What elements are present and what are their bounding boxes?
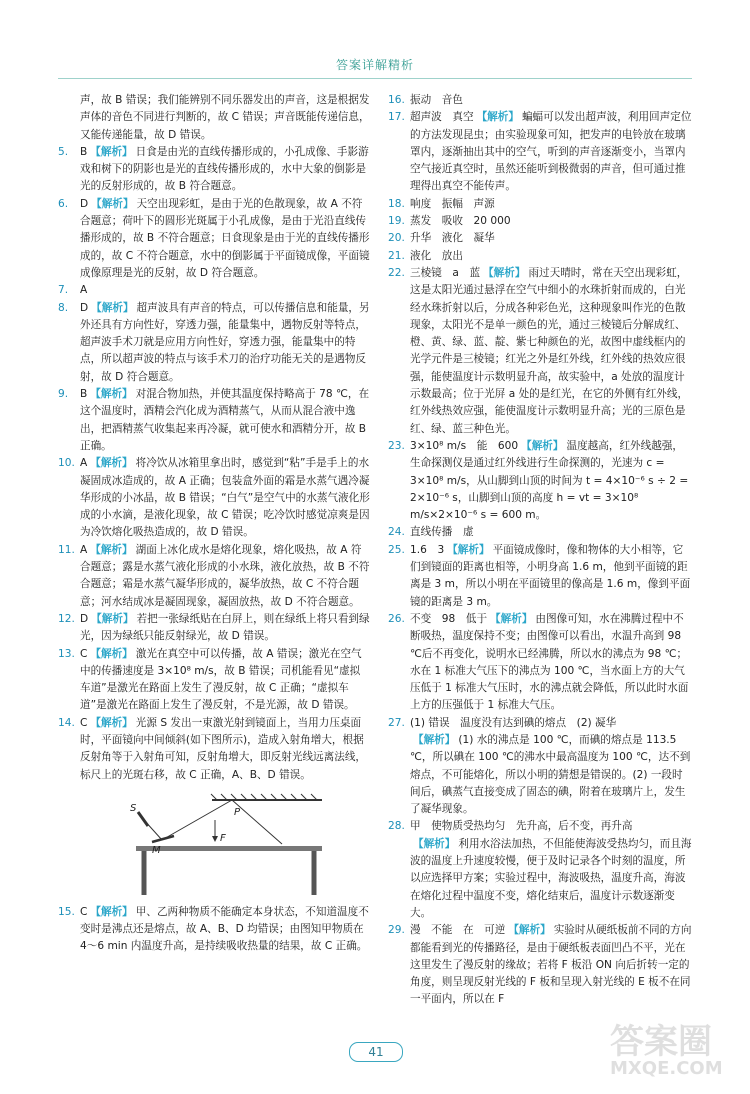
answer-body xyxy=(410,524,474,541)
answer-value: 甲 使物质受热均匀 先升高，后不变，再升高 xyxy=(410,820,633,833)
analysis-text: 利用水浴法加热，不但能使海波受热均匀，而且海波的温度上升速度较慢，便于及时记录各个时刻的温度，所以应选择甲方案；实验过程中，海波吸热，温度升高，海波在熔化过程中温度不变，熔化结束后，温度计示数逐渐变大。 xyxy=(410,837,692,919)
answer-body xyxy=(410,732,692,818)
question-number: 14. xyxy=(58,716,75,729)
answer-item xyxy=(58,646,370,715)
answer-value: 超声波 真空 xyxy=(410,111,474,124)
question-number: 8. xyxy=(58,301,69,314)
answer-value: 响度 振幅 声源 xyxy=(410,197,495,210)
answer-body xyxy=(80,715,370,784)
question-number: 26. xyxy=(388,612,405,625)
question-number: 15. xyxy=(58,905,75,918)
answer-item xyxy=(388,196,692,213)
analysis-text: 蝙蝠可以发出超声波，利用回声定位的方法发现昆虫；由实验现象可知，把发声的电铃放在玻璃罩内，逐渐抽出其中的空气，听到的声音逐渐变小，当罩内空气接近真空时，虽然还能听到极微弱的声音，但可通过推理得出真空不能传声。 xyxy=(410,111,692,193)
answer-value: A xyxy=(80,284,88,297)
answer-body xyxy=(80,646,370,715)
analysis-tag: 【解析】 xyxy=(90,145,133,158)
answer-item xyxy=(388,818,692,835)
analysis-tag: 【解析】 xyxy=(490,612,533,625)
analysis-text: 雨过天晴时，常在天空出现彩虹，这是太阳光通过悬浮在空气中细小的水珠折射而成的，白光经水珠折射以后，分成各种彩色光，这种现象叫作光的色散现象，太阳光不是单一颜色的光，通过三棱镜后分解成红、橙、黄、绿、蓝、靛、紫七种颜色的光，故图中虚线框内的光学元件是三棱镜；红光之外是红外线，红外线的热效应很强，能使温度计示数明显升高，故实验中，a 处放的温度计示数最高；位于光屏 a 处的是红光，在它的外侧有红外线，红外线热效应强，能使温度计示数明显升高；光的三原色是红、绿、蓝三种色光。 xyxy=(410,266,689,435)
label-f: F xyxy=(220,832,226,844)
answer-body xyxy=(80,904,370,956)
question-number: 22. xyxy=(388,266,405,279)
analysis-tag: 【解析】 xyxy=(447,543,490,556)
label-p: P xyxy=(234,806,241,818)
question-number: 16. xyxy=(388,94,405,106)
answer-item xyxy=(58,455,370,541)
answer-value: (1) 错误 温度没有达到碘的熔点 (2) 凝华 xyxy=(410,716,617,729)
answer-body xyxy=(410,542,692,611)
analysis-tag: 【解析】 xyxy=(90,716,133,729)
answer-value: 漫 不能 在 可逆 xyxy=(410,924,506,937)
watermark-logo xyxy=(610,1022,740,1086)
question-number: 6. xyxy=(58,197,69,210)
answer-value: 蒸发 吸收 20 000 xyxy=(410,215,511,228)
analysis-text: 对混合物加热，并使其温度保持略高于 78 ℃，在这个温度时，酒精会汽化成为酒精蒸气，从而从混合液中逸出，把酒精蒸气收集起来再冷凝，就可使水和酒精分开，故 B 正确。 xyxy=(80,388,370,452)
question-number: 12. xyxy=(58,612,75,625)
right-answer-column xyxy=(388,92,692,1009)
analysis-tag: 【解析】 xyxy=(413,733,456,746)
answer-value: C xyxy=(80,716,88,729)
answer-item xyxy=(58,92,370,144)
answer-item xyxy=(388,438,692,524)
answer-item xyxy=(388,248,692,265)
analysis-text: 若把一张绿纸贴在白屏上，则在绿纸上将只看到绿光，因为绿纸只能反射绿光，故 D 错误。 xyxy=(80,612,370,643)
answer-value: B xyxy=(80,388,88,401)
answer-value: 3×10⁸ m/s 能 600 xyxy=(410,439,519,452)
answer-body xyxy=(80,92,370,144)
question-number: 13. xyxy=(58,647,75,660)
analysis-tag: 【解析】 xyxy=(521,439,564,452)
answer-body xyxy=(80,542,370,611)
analysis-text: 平面镜成像时，像和物体的大小相等，它们到镜面的距离也相等，小明身高 1.6 m，他到平面镜的距离是 3 m，所以小明在平面镜里的像高是 1.6 m，像到平面镜的距离是 3 m。 xyxy=(410,543,691,608)
question-number: 17. xyxy=(388,111,405,124)
answer-value: D xyxy=(80,301,89,314)
analysis-tag: 【解析】 xyxy=(91,612,134,625)
label-s: S xyxy=(130,802,137,814)
analysis-text: (1) 水的沸点是 100 ℃，而碘的熔点是 113.5 ℃，所以碘在 100 ℃的沸水中最高温度为 100 ℃，达不到熔点，不可能熔化，所以小明的猜想是错误的。(2) 一段时间后，碘蒸气直接变成了固态的碘，附着在玻璃片上，发生了凝华现象。 xyxy=(410,733,691,816)
question-number: 28. xyxy=(388,820,405,833)
answer-item xyxy=(58,542,370,611)
answer-body xyxy=(410,109,692,195)
question-number: 21. xyxy=(388,249,405,262)
answer-item xyxy=(58,144,370,196)
analysis-text: 超声波具有声音的特点，可以传播信息和能量，另外还具有方向性好，穿透力强，能量集中，遇物反射等特点，超声波手术刀就是应用方向性好，穿透力强，能量集中的特点，所以超声波的特点与该手术刀的治疗功能无关的是遇物反射，故 D 符合题意。 xyxy=(80,301,370,383)
question-number: 9. xyxy=(58,388,69,401)
answer-value: C xyxy=(80,647,88,660)
answer-body xyxy=(410,611,692,715)
answer-item xyxy=(58,904,370,956)
header-divider xyxy=(58,78,692,79)
answer-value: A xyxy=(80,543,88,556)
analysis-text: 光源 S 发出一束激光射到镜面上，当用力压桌面时，平面镜向中间倾斜(如下图所示)，造成入射角增大，根据反射角等于入射角可知，反射角增大，即反射光线远离法线，标尺上的光斑右移，故 C 正确，A、B、D 错误。 xyxy=(80,716,367,781)
answer-value: C xyxy=(80,905,88,918)
analysis-text: 由图像可知，水在沸腾过程中不断吸热，温度保持不变；由图像可以看出，水温升高到 98 ℃后不再变化，说明水已经沸腾，所以水的沸点为 98 ℃；水在 1 标准大气压下的沸点为 100 ℃，当水面上方的大气压低于 1 标准大气压时，水的沸点就会降低，所以此时水面上方的压强低于 1 标准大气压。 xyxy=(410,612,689,712)
analysis-tag: 【解析】 xyxy=(90,647,133,660)
answer-value: D xyxy=(80,612,89,625)
answer-body xyxy=(80,386,370,455)
answer-body xyxy=(410,230,495,247)
answer-value: 液化 放出 xyxy=(410,249,463,262)
analysis-tag: 【解析】 xyxy=(91,301,134,314)
analysis-tag: 【解析】 xyxy=(90,388,133,401)
answer-item xyxy=(388,611,692,715)
answer-body xyxy=(410,213,511,230)
answer-value: 升华 液化 凝华 xyxy=(410,232,495,245)
answer-item xyxy=(388,265,692,438)
question-number: 7. xyxy=(58,284,69,297)
question-number: 5. xyxy=(58,145,69,158)
answer-item xyxy=(58,282,370,299)
question-number: 25. xyxy=(388,543,405,556)
answer-item xyxy=(388,109,692,195)
answer-item xyxy=(388,230,692,247)
question-number: 23. xyxy=(388,439,405,452)
answer-body xyxy=(410,438,692,524)
answer-body xyxy=(410,196,495,213)
answer-item xyxy=(388,715,692,732)
question-number: 20. xyxy=(388,232,405,245)
answer-item xyxy=(58,386,370,455)
answer-item xyxy=(58,611,370,646)
analysis-tag: 【解析】 xyxy=(91,197,134,210)
answer-item xyxy=(388,836,692,922)
question-number: 10. xyxy=(58,457,75,470)
analysis-tag: 【解析】 xyxy=(483,266,526,279)
answer-body xyxy=(410,265,692,438)
answer-item xyxy=(58,715,370,784)
analysis-text: 湖面上冰化成水是熔化现象，熔化吸热，故 A 符合题意；露是水蒸气液化形成的小水珠，液化放热，故 B 不符合题意；霜是水蒸气凝华形成的，凝华放热，故 C 不符合题意；河水结成冰是凝固现象，凝固放热，故 D 不符合题意。 xyxy=(80,543,370,608)
header-title: 答案详解精析 xyxy=(335,58,414,72)
watermark-url: MXQE.COM xyxy=(610,1058,723,1079)
answer-body xyxy=(80,282,87,299)
answer-body xyxy=(80,144,370,196)
question-number: 18. xyxy=(388,197,405,210)
analysis-tag: 【解析】 xyxy=(90,905,133,918)
question-number: 24. xyxy=(388,526,405,539)
answer-value: A xyxy=(80,457,88,470)
analysis-text: 激光在真空中可以传播，故 A 错误；激光在空气中的传播速度是 3×10⁸ m/s，故 B 错误；司机能看见“虚拟车道”是激光在路面上发生了漫反射，故 C 正确；“虚拟车道”是激光在路面上发生了漫反射，不是光源，故 D 错误。 xyxy=(80,647,362,712)
answer-item xyxy=(388,922,692,1008)
analysis-text: 日食是由光的直线传播形成的，小孔成像、手影游戏和树下的阴影也是光的直线传播形成的，水中大象的倒影是光的反射形成的，故 B 符合题意。 xyxy=(80,145,369,193)
question-number xyxy=(388,836,410,922)
analysis-text: 将冷饮从冰箱里拿出时，感觉到“粘”手是手上的水凝固成冰造成的，故 A 正确；包装盒外面的霜是水蒸气遇冷凝华形成的小冰晶，故 B 错误；“白气”是空气中的水蒸气液化形成的小水滴，是液化现象，故 C 错误；吃冷饮时感觉凉爽是因为冷饮熔化吸热造成的，故 D 错误。 xyxy=(80,457,370,539)
answer-body xyxy=(80,455,370,541)
question-number xyxy=(58,92,80,144)
answer-body xyxy=(410,92,463,109)
answer-item xyxy=(388,524,692,541)
analysis-tag: 【解析】 xyxy=(476,111,519,124)
analysis-text: 天空出现彩虹，是由于光的色散现象，故 A 不符合题意；荷叶下的圆形光斑属于小孔成像，是由于光沿直线传播形成的，故 B 不符合题意；日食现象是由于光的直线传播形成的，故 C 不符合题意，水中的倒影属于平面镜成像，平面镜成像原理是光的反射，故 D 符合题意。 xyxy=(80,197,370,279)
answer-item xyxy=(58,300,370,386)
answer-body xyxy=(80,196,370,282)
answer-item xyxy=(388,213,692,230)
question-number: 29. xyxy=(388,924,405,937)
answer-value: 1.6 3 xyxy=(410,543,445,556)
question-number: 27. xyxy=(388,716,405,729)
page-header xyxy=(0,56,750,73)
answer-value: 直线传播 虚 xyxy=(410,526,474,539)
question-number: 11. xyxy=(58,543,75,556)
answer-item xyxy=(388,92,692,109)
page-number: 41 xyxy=(349,1042,403,1062)
answer-body xyxy=(80,611,370,646)
answer-value: 振动 音色 xyxy=(410,94,463,106)
answer-item xyxy=(58,196,370,282)
answer-body xyxy=(410,836,692,922)
answer-value: D xyxy=(80,197,89,210)
watermark-text: 答案圈 xyxy=(610,1022,712,1062)
analysis-tag: 【解析】 xyxy=(508,924,551,937)
analysis-tag: 【解析】 xyxy=(413,837,456,850)
answer-body xyxy=(410,248,463,265)
analysis-text: 温度越高，红外线越强，生命探测仪是通过红外线进行生命探测的，光速为 c = 3×10⁸ m/s，从山脚到山顶的时间为 t = 4×10⁻⁶ s ÷ 2 = 2×10⁻⁶ s，山脚到山顶的高度 h = vt = 3×10⁸ m/s×2×10⁻⁶ s = 600 m。 xyxy=(410,439,689,522)
mirror-table-figure xyxy=(122,790,332,900)
analysis-text: 声，故 B 错误；我们能辨别不同乐器发出的声音，这是根据发声体的音色不同进行判断的，故 C 错误；声音既能传递信息，又能传递能量，故 D 错误。 xyxy=(80,94,370,141)
question-number: 19. xyxy=(388,215,405,228)
answer-body xyxy=(410,715,616,732)
analysis-text: 甲、乙两种物质不能确定本身状态，不知道温度不变时是沸点还是熔点，故 A、B、D 均错误；由图知甲物质在 4～6 min 内温度升高，是持续吸收热量的结果，故 C 正确。 xyxy=(80,905,369,953)
analysis-text: 实验时从硬纸板前不同的方向都能看到光的传播路径，是由于硬纸板表面凹凸不平，光在这里发生了漫反射的缘故；若将 F 板沿 ON 向后折转一定的角度，则呈现反射光线的 F 板和呈现入射光线的 E 板不在同一平面内，所以在 F xyxy=(410,924,692,1006)
answer-item xyxy=(388,542,692,611)
analysis-tag: 【解析】 xyxy=(90,543,133,556)
answer-value: 不变 98 低于 xyxy=(410,612,488,625)
analysis-tag: 【解析】 xyxy=(90,457,133,470)
answer-item xyxy=(388,732,692,818)
answer-body xyxy=(80,300,370,386)
answer-body xyxy=(410,818,632,835)
question-number xyxy=(388,732,410,818)
label-m: M xyxy=(152,844,161,856)
answer-body xyxy=(410,922,692,1008)
answer-value: B xyxy=(80,145,88,158)
left-answer-column xyxy=(58,92,370,956)
answer-value: 三棱镜 a 蓝 xyxy=(410,266,481,279)
